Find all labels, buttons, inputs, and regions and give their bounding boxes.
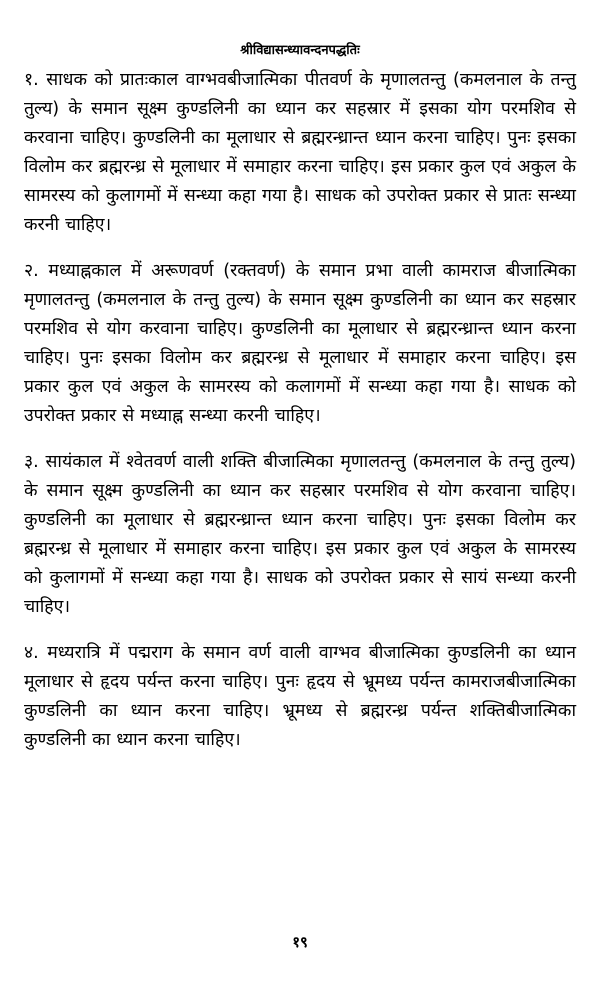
page-number: १९ [292,933,308,951]
paragraph-1: १. साधक को प्रातःकाल वाग्भवबीजात्मिका पीतवर्ण के मृणालतन्तु (कमलनाल के तन्तु तुल्य) के समान सूक्ष्म कुण्डलिनी का ध्यान कर सहस्रार में इसका योग परमशिव से करवाना चाहिए। कुण्डलिनी का मूलाधार से ब्रह्मरन्ध्रान्त ध्यान करना चाहिए। पुनः इसका विलोम कर ब्रह्मरन्ध्र से मूलाधार में समाहार करना चाहिए। इस प्रकार कुल एवं अकुल के सामरस्य को कुलागमों में सन्ध्या कहा गया है। साधक को उपरोक्त प्रकार से प्रातः सन्ध्या करनी चाहिए। [24,70,576,235]
paragraph-4: ४. मध्यरात्रि में पद्मराग के समान वर्ण वाली वाग्भव बीजात्मिका कुण्डलिनी का ध्यान मूलाधार से हृदय पर्यन्त करना चाहिए। पुनः हृदय से भ्रूमध्य पर्यन्त कामराजबीजात्मिका कुण्डलिनी का ध्यान करना चाहिए। भ्रूमध्य से ब्रह्मरन्ध्र पर्यन्त शक्तिबीजात्मिका कुण्डलिनी का ध्यान करना चाहिए। [24,643,576,750]
paragraph-2: २. मध्याह्नकाल में अरूणवर्ण (रक्तवर्ण) के समान प्रभा वाली कामराज बीजात्मिका मृणालतन्तु (कमलनाल के तन्तु तुल्य) के समान सूक्ष्म कुण्डलिनी का ध्यान कर सहस्रार परमशिव से योग करवाना चाहिए। कुण्डलिनी का मूलाधार से ब्रह्मरन्ध्रान्त ध्यान करना चाहिए। पुनः इसका विलोम कर ब्रह्मरन्ध्र से मूलाधार में समाहार करना चाहिए। इस प्रकार कुल एवं अकुल के सामरस्य को कलागमों में सन्ध्या कहा गया है। साधक को उपरोक्त प्रकार से मध्याह्न सन्ध्या करनी चाहिए। [24,261,576,426]
paragraph-3: ३. सायंकाल में श्वेतवर्ण वाली शक्ति बीजात्मिका मृणालतन्तु (कमलनाल के तन्तु तुल्य) के समान सूक्ष्म कुण्डलिनी का ध्यान कर सहस्रार परमशिव से योग करवाना चाहिए। कुण्डलिनी का मूलाधार से ब्रह्मरन्ध्रान्त ध्यान करना चाहिए। पुनः इसका विलोम कर ब्रह्मरन्ध्र से मूलाधार में समाहार करना चाहिए। इस प्रकार कुल एवं अकुल के सामरस्य को कुलागमों में सन्ध्या कहा गया है। साधक को उपरोक्त प्रकार से सायं सन्ध्या करनी चाहिए। [24,452,576,617]
running-title: श्रीविद्यासन्ध्यावन्दनपद्धतिः [240,43,360,58]
